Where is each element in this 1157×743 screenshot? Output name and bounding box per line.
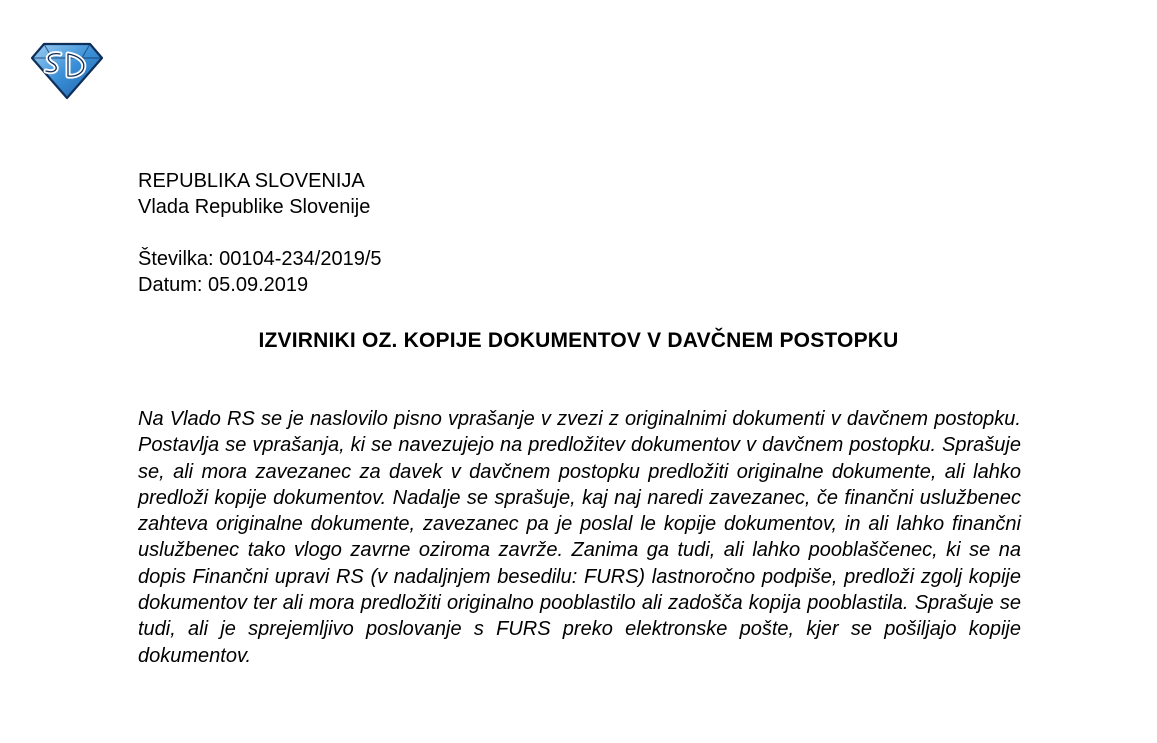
document-title: IZVIRNIKI OZ. KOPIJE DOKUMENTOV V DAVČNEM POSTOPKU [258, 329, 899, 352]
sd-logo-icon [30, 40, 104, 100]
letterhead-country: REPUBLIKA SLOVENIJA [138, 170, 365, 192]
document-date-label: Datum: [138, 274, 203, 296]
document-meta [138, 246, 382, 298]
document-number-label: Številka: [138, 248, 214, 270]
body-paragraph: Na Vlado RS se je naslovilo pisno vprašanje v zvezi z originalnimi dokumenti v davčnem postopku. Postavlja se vprašanja, ki se navezujejo na predložitev dokumentov v davčnem postopku. Sprašuje se, ali mora zavezanec za davek v davčnem postopku predložiti originalne dokumente, ali lahko predloži kopije dokumentov. Nadalje se sprašuje, kaj naj naredi zavezanec, če finančni uslužbenec zahteva originalne dokumente, zavezanec pa je poslal le kopije dokumentov, in ali lahko finančni uslužbenec tako vlogo zavrne oziroma zavrže. Zanima ga tudi, ali lahko pooblaščenec, ki se na dopis Finančni upravi RS (v nadaljnjem besedilu: FURS) lastnoročno podpiše, predloži zgolj kopije dokumentov ter ali mora predložiti originalno pooblastilo ali zadošča kopija pooblastila. Sprašuje se tudi, ali je sprejemljivo poslovanje s FURS preko elektronske pošte, kjer se pošiljajo kopije dokumentov. [138, 408, 1021, 667]
document-number [138, 246, 382, 272]
letterhead-government: Vlada Republike Slovenije [138, 196, 371, 218]
document-date-value: 05.09.2019 [208, 274, 309, 296]
document-date [138, 272, 382, 298]
letterhead [138, 168, 370, 220]
document-number-value: 00104-234/2019/5 [219, 248, 382, 270]
